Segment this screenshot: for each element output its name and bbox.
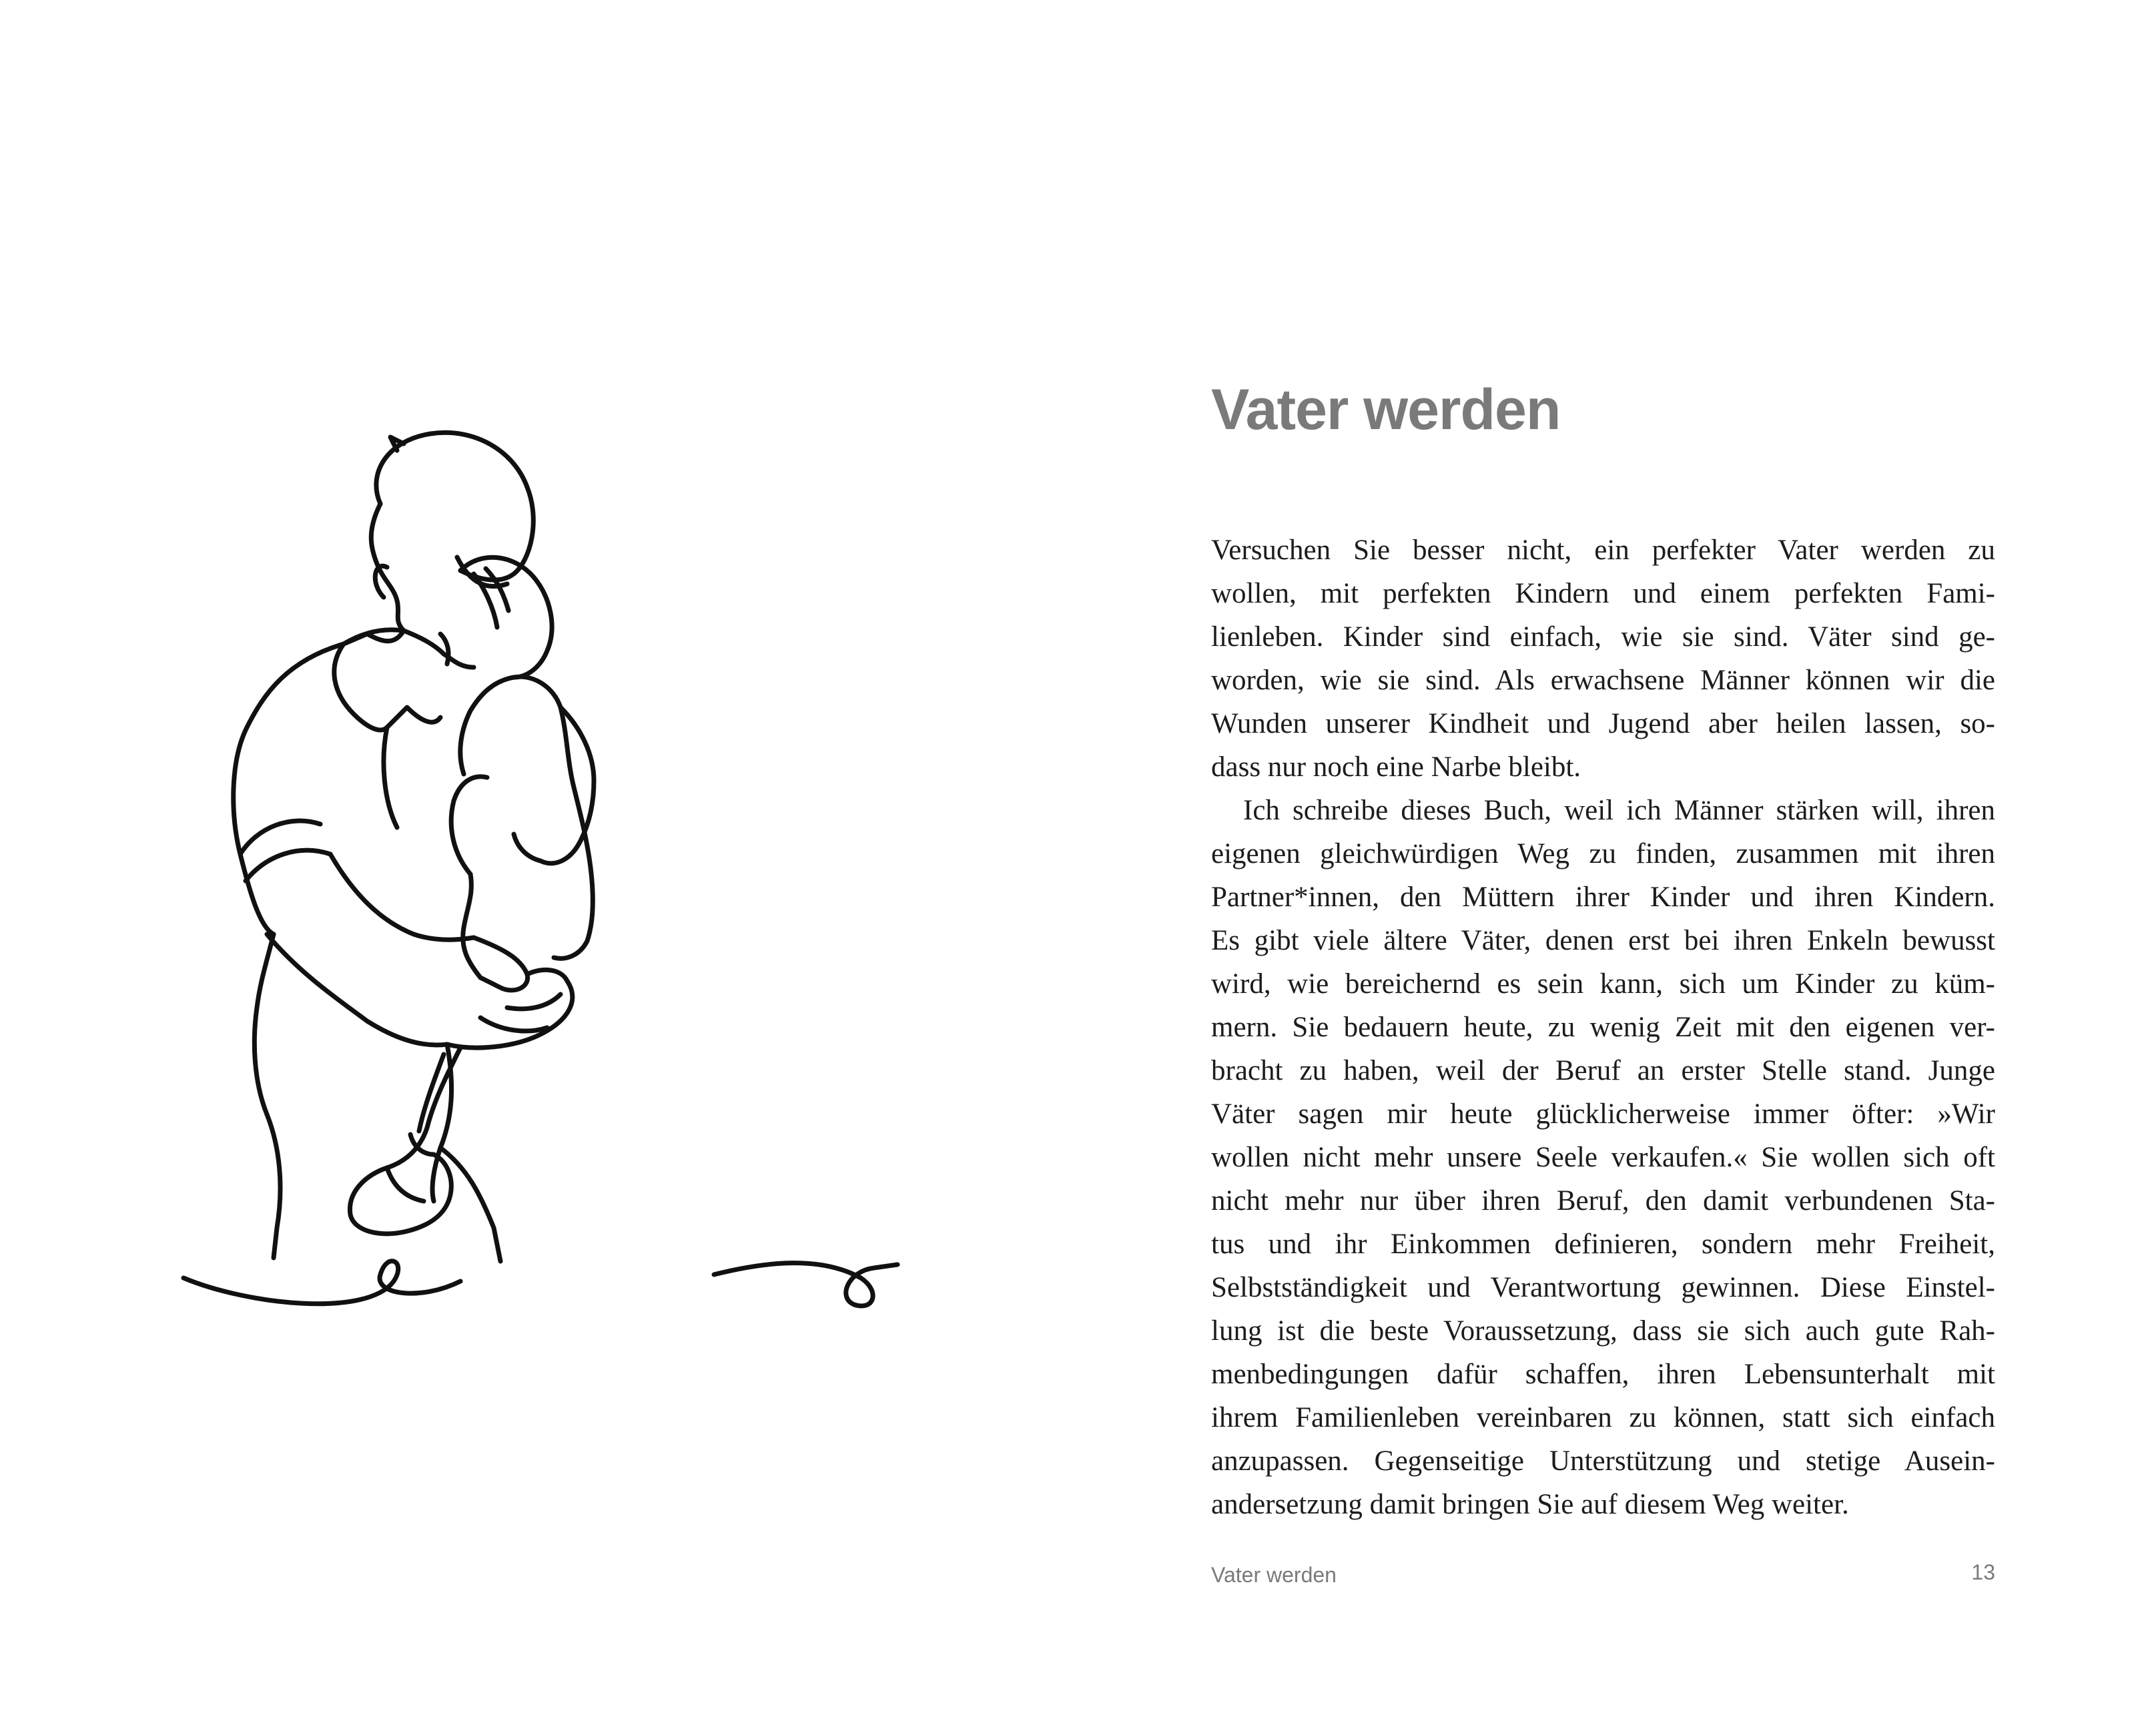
father-child-illustration [167,414,914,1321]
text-line: Versuchen Sie besser nicht, ein perfekter Vater werden zu [1211,535,1995,566]
text-line: anzupassen. Gegenseitige Unterstützung und stetige Ausein- [1211,1445,1995,1477]
text-line: tus und ihr Einkommen definieren, sondern mehr Freiheit, [1211,1229,1995,1260]
text-line: Wunden unserer Kindheit und Jugend aber heilen lassen, so- [1211,708,1995,739]
text-line: eigenen gleichwürdigen Weg zu finden, zusammen mit ihren [1211,838,1995,870]
text-line: mern. Sie bedauern heute, zu wenig Zeit mit den eigenen ver- [1211,1012,1995,1043]
text-line: Väter sagen mir heute glücklicherweise immer öfter: »Wir [1211,1098,1995,1130]
body-text [1211,529,1995,1526]
text-line: lung ist die beste Voraussetzung, dass sie sich auch gute Rah- [1211,1315,1995,1347]
text-line: Ich schreibe dieses Buch, weil ich Männer stärken will, ihren [1243,795,1995,826]
text-line: wollen nicht mehr unsere Seele verkaufen.« Sie wollen sich oft [1211,1142,1995,1173]
running-footer-title: Vater werden [1211,1563,1337,1587]
chapter-title: Vater werden [1211,378,1561,442]
page-number: 13 [1971,1560,1995,1584]
text-line: worden, wie sie sind. Als erwachsene Männer können wir die [1211,665,1995,696]
text-line: Selbstständigkeit und Verantwortung gewinnen. Diese Einstel- [1211,1272,1995,1303]
text-line: wird, wie bereichernd es sein kann, sich um Kinder zu küm- [1211,968,1995,1000]
text-line: dass nur noch eine Narbe bleibt. [1211,751,1581,783]
text-line: menbedingungen dafür schaffen, ihren Lebensunterhalt mit [1211,1359,1995,1390]
text-line: nicht mehr nur über ihren Beruf, den damit verbundenen Sta- [1211,1185,1995,1217]
text-line: bracht zu haben, weil der Beruf an erster Stelle stand. Junge [1211,1055,1995,1086]
text-line: Partner*innen, den Müttern ihrer Kinder und ihren Kindern. [1211,882,1995,913]
text-line: wollen, mit perfekten Kindern und einem perfekten Fami- [1211,578,1995,609]
text-line: ihrem Familienleben vereinbaren zu können, statt sich einfach [1211,1402,1995,1433]
text-line: lienleben. Kinder sind einfach, wie sie sind. Väter sind ge- [1211,621,1995,653]
text-line: Es gibt viele ältere Väter, denen erst bei ihren Enkeln bewusst [1211,925,1995,956]
text-line: andersetzung damit bringen Sie auf diesem Weg weiter. [1211,1489,1849,1520]
father-holding-child-icon [167,414,914,1321]
text-page [1211,0,1995,1717]
